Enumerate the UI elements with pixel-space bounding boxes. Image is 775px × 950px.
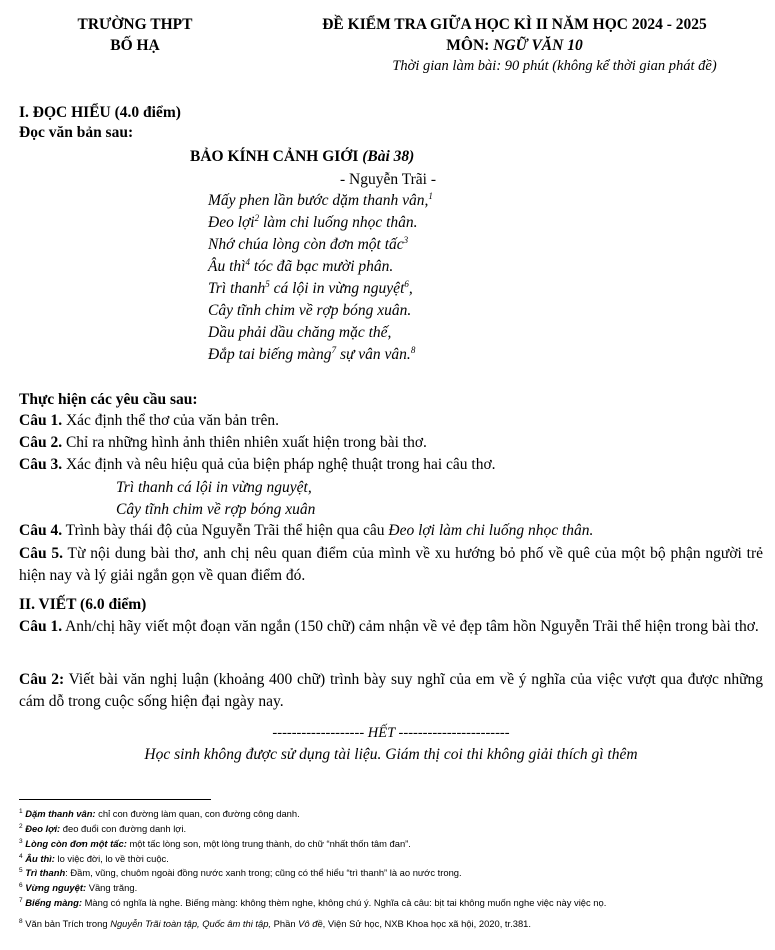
school-line-2: BỐ HẠ bbox=[110, 37, 160, 54]
exam-header bbox=[262, 14, 767, 77]
subject-name: NGỮ VĂN 10 bbox=[493, 37, 583, 54]
question-1: Câu 1. Xác định thể thơ của văn bản trên. bbox=[19, 412, 280, 429]
poem-author: - Nguyễn Trãi - bbox=[340, 171, 437, 188]
exam-title: ĐỀ KIỂM TRA GIỮA HỌC KÌ II NĂM HỌC 2024 - 2025 bbox=[322, 16, 707, 33]
question-2: Câu 2. Chỉ ra những hình ảnh thiên nhiên xuất hiện trong bài thơ. bbox=[19, 434, 427, 451]
question-3-quote-1: Trì thanh cá lội in vừng nguyệt, bbox=[116, 479, 312, 496]
exam-note: Học sinh không được sử dụng tài liệu. Giám thị coi thi không giải thích gì thêm bbox=[144, 746, 638, 763]
part2-heading: II. VIẾT (6.0 điểm) bbox=[19, 596, 147, 613]
school-name bbox=[40, 14, 230, 56]
tasks-heading: Thực hiện các yêu cầu sau: bbox=[19, 391, 198, 408]
subject-line bbox=[262, 35, 767, 56]
footnote-2: $^2$ Đeo lợi: đeo đuổi con đường danh lợi. bbox=[19, 822, 187, 834]
question-3-quote-2: Cây tĩnh chim về rợp bóng xuân bbox=[116, 501, 316, 518]
time-note: Thời gian làm bài: 90 phút (không kể thời gian phát đề) bbox=[392, 58, 717, 74]
read-instruction: Đọc văn bản sau: bbox=[19, 124, 134, 141]
poem-line-4: Âu thì$^4$ tóc đã bạc mười phân. bbox=[208, 256, 394, 275]
source-note: $^8$ Văn bản Trích trong Nguyễn Trãi toàn tập, Quốc âm thi tập, Phần Vô đề, Viện Sử học, NXB Khoa học xã hội, 2020, tr.381. bbox=[19, 917, 531, 929]
poem-line-8: Đắp tai biếng màng$^7$ sự vân vân.$^8$ bbox=[208, 344, 416, 363]
poem-line-3: Nhớ chúa lòng còn đơn một tấc$^3$ bbox=[208, 234, 409, 253]
part1-heading: I. ĐỌC HIỂU (4.0 điểm) bbox=[19, 104, 181, 121]
poem-title-text: BẢO KÍNH CẢNH GIỚI bbox=[190, 148, 359, 165]
poem-title bbox=[190, 147, 763, 167]
footnote-3: $^3$ Lòng còn đơn một tấc: một tấc lòng son, một lòng trung thành, do chữ “nhất thốn tâm đan”. bbox=[19, 837, 411, 849]
poem-line-7: Dầu phải dầu chăng mặc thế, bbox=[208, 324, 392, 341]
writing-question-2: Câu 2: Viết bài văn nghị luận (khoảng 400 chữ) trình bày suy nghĩ của em về ý nghĩa của việc vượt qua được những cám dỗ trong cuộc sống hiện đại ngày nay. bbox=[19, 671, 763, 710]
footnote-7: $^7$ Biếng màng: Màng có nghĩa là nghe. Biếng màng: không thèm nghe, không chú ý. Nghĩa cả câu: bịt tai không muốn nghe việc này việc nọ. bbox=[19, 896, 607, 908]
poem-line-5: Trì thanh$^5$ cá lội in vừng nguyệt$^6$, bbox=[208, 278, 413, 297]
footnote-5: $^5$ Trì thanh: Đầm, vũng, chuôm ngoài đồng nước xanh trong; cũng có thể hiểu “trì thanh” là ao nước trong. bbox=[19, 866, 462, 878]
footnote-1: $^1$ Dặm thanh vân: chỉ con đường làm quan, con đường công danh. bbox=[19, 807, 300, 819]
poem-line-1: Mấy phen lần bước dặm thanh vân,$^1$ bbox=[208, 190, 433, 209]
poem-number: (Bài 38) bbox=[362, 148, 415, 165]
question-5: Câu 5. Từ nội dung bài thơ, anh chị nêu quan điểm của mình về xu hướng bỏ phố về quê của một bộ phận người trẻ hiện nay và lý giải ngắn gọn về quan điểm đó. bbox=[19, 545, 763, 584]
poem-line-2: Đeo lợi$^2$ làm chi luống nhọc thân. bbox=[208, 212, 418, 231]
footnote-divider bbox=[19, 799, 211, 800]
poem-line-6: Cây tĩnh chim về rợp bóng xuân. bbox=[208, 302, 412, 319]
end-marker: ------------------- HẾT ----------------------- bbox=[272, 725, 510, 741]
footnote-4: $^4$ Âu thì: lo việc đời, lo về thời cuộc. bbox=[19, 852, 169, 864]
subject-label: MÔN: bbox=[446, 37, 490, 54]
footnote-6: $^6$ Vừng nguyệt: Vầng trăng. bbox=[19, 881, 138, 893]
question-3: Câu 3. Xác định và nêu hiệu quả của biện pháp nghệ thuật trong hai câu thơ. bbox=[19, 456, 496, 473]
question-4: Câu 4. Trình bày thái độ của Nguyễn Trãi thể hiện qua câu Đeo lợi làm chi luống nhọc thân. bbox=[19, 522, 594, 539]
writing-question-1: Câu 1. Anh/chị hãy viết một đoạn văn ngắn (150 chữ) cảm nhận về vẻ đẹp tâm hồn Nguyễn Trãi thể hiện trong bài thơ. bbox=[19, 618, 759, 635]
school-line-1: TRƯỜNG THPT bbox=[77, 16, 193, 33]
